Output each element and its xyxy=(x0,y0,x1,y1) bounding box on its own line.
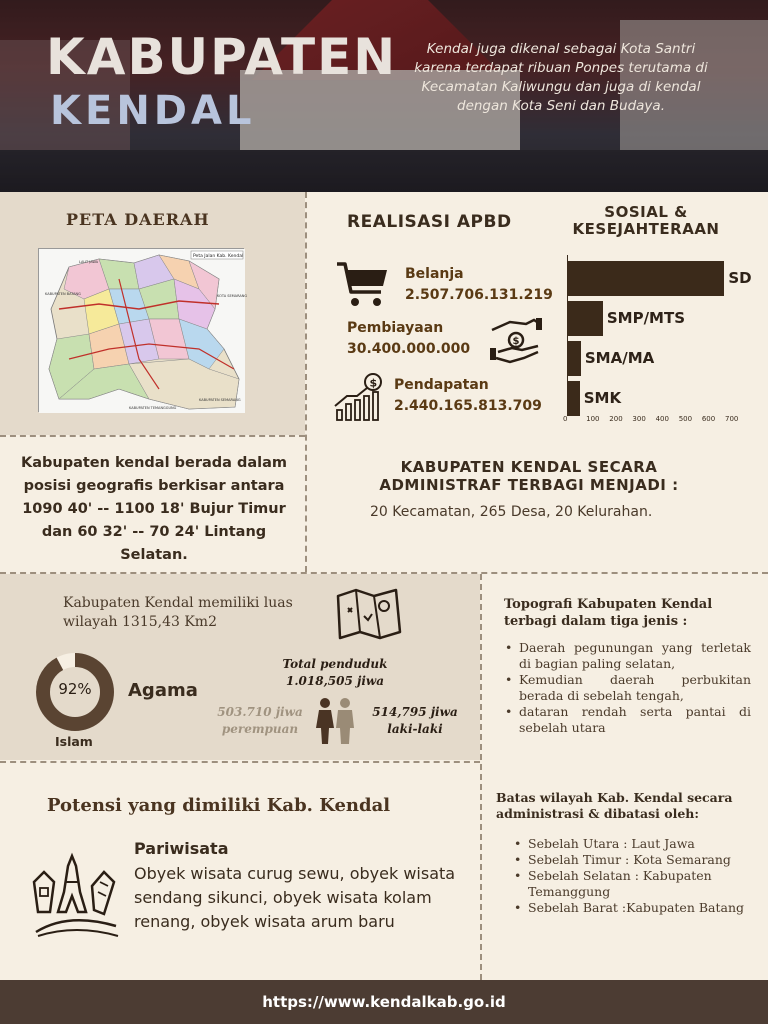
money-hand-icon xyxy=(488,314,544,366)
religion-name: Islam xyxy=(55,734,93,749)
list-item: • Sebelah Utara : Laut Jawa xyxy=(514,836,744,852)
apbd-value-belanja: 2.507.706.131.219 xyxy=(405,287,553,303)
list-item: • dataran rendah serta pantai di sebelah utara xyxy=(505,704,751,736)
svg-text:$: $ xyxy=(369,376,378,390)
apbd-label-pendapatan: Pendapatan xyxy=(394,377,489,393)
list-item: • Daerah pegunungan yang terletak di bagian paling selatan, xyxy=(505,640,751,672)
chart-bar-label-1: SMP/MTS xyxy=(606,309,686,327)
map-label: KABUPATEN BATANG xyxy=(45,292,81,296)
map-caption: Peta Jalan Kab. Kendal xyxy=(193,254,244,259)
chart-tick-label: 500 xyxy=(678,415,693,423)
population-total-value: 1.018,505 jiwa xyxy=(286,674,384,688)
chart-tick-label: 600 xyxy=(701,415,716,423)
shopping-cart-icon xyxy=(335,260,391,310)
area-text: Kabupaten Kendal memiliki luas wilayah 1315,43 Km2 xyxy=(63,595,293,630)
potensi-text: Obyek wisata curug sewu, obyek wisata sendang sikunci, obyek wisata kolam renang, obyek wisata arum baru xyxy=(134,864,456,931)
chart-tick-label: 100 xyxy=(586,415,600,423)
apbd-label-pembiayaan: Pembiayaan xyxy=(347,320,444,336)
region-map xyxy=(38,248,248,412)
list-item: • Sebelah Selatan : Kabupaten Temanggung xyxy=(514,868,744,900)
list-item: • Sebelah Timur : Kota Semarang xyxy=(514,852,744,868)
page-title-line1: KABUPATEN xyxy=(46,28,398,86)
chart-title: SOSIAL & KESEJAHTERAAN xyxy=(572,203,720,238)
religion-label: Agama xyxy=(128,680,198,701)
landmarks-icon xyxy=(28,852,124,944)
chart-bar-label-0: SD xyxy=(728,269,752,287)
admin-title: KABUPATEN KENDAL SECARA ADMINISTRAF TERBAGI MENJADI : xyxy=(379,458,679,494)
apbd-value-pembiayaan: 30.400.000.000 xyxy=(347,341,471,357)
list-item: • Sebelah Barat :Kabupaten Batang xyxy=(514,900,744,916)
topography-list xyxy=(505,640,751,736)
chart-tick-label: 700 xyxy=(725,415,739,423)
population-female xyxy=(205,704,315,738)
religion-percent: 92% xyxy=(58,680,92,698)
map-label: KABUPATEN SEMARANG xyxy=(199,398,241,402)
apbd-label-belanja: Belanja xyxy=(405,266,464,282)
potensi-title: Potensi yang dimiliki Kab. Kendal xyxy=(47,795,391,816)
map-label: KOTA SEMARANG xyxy=(217,294,248,298)
header-intro: Kendal juga dikenal sebagai Kota Santri karena terdapat ribuan Ponpes terutama di Kecamatan Kaliwungu dan juga di kendal dengan Kota Seni dan Budaya. xyxy=(414,41,708,114)
population-male-label: laki-laki xyxy=(387,722,443,736)
chart-bar-1 xyxy=(567,301,603,336)
chart-tick-label: 300 xyxy=(632,415,646,423)
apbd-title: REALISASI APBD xyxy=(347,212,512,232)
population-male xyxy=(360,704,470,738)
map-label: LAUT JAWA xyxy=(79,260,99,264)
population-total xyxy=(270,656,400,690)
sosial-bar-chart xyxy=(560,255,760,430)
chart-bar-2 xyxy=(567,341,581,376)
topography-title: Topografi Kabupaten Kendal terbagi dalam tiga jenis : xyxy=(504,597,713,629)
people-icon xyxy=(312,696,360,746)
population-total-label: Total penduduk xyxy=(282,657,388,671)
map-label: KABUPATEN TEMANGGUNG xyxy=(129,406,177,410)
chart-tick-label: 200 xyxy=(609,415,623,423)
population-female-label: perempuan xyxy=(221,722,299,736)
geo-position-text: Kabupaten kendal berada dalam posisi geografis berkisar antara 1090 40' -- 1100 18' Bujur Timur dan 60 32' -- 70 24' Lintang Selatan. xyxy=(20,455,287,563)
potensi-subtitle: Pariwisata xyxy=(134,839,229,858)
population-male-value: 514,795 jiwa xyxy=(372,705,458,719)
map-icon xyxy=(334,586,404,642)
region-map-image xyxy=(39,249,248,413)
map-title: PETA DAERAH xyxy=(66,210,210,229)
chart-bar-label-2: SMA/MA xyxy=(584,349,655,367)
borders-title: Batas wilayah Kab. Kendal secara administrasi & dibatasi oleh: xyxy=(496,790,733,821)
footer-url[interactable]: https://www.kendalkab.go.id xyxy=(0,980,768,1024)
apbd-value-pendapatan: 2.440.165.813.709 xyxy=(394,398,542,414)
admin-detail: 20 Kecamatan, 265 Desa, 20 Kelurahan. xyxy=(370,504,653,520)
chart-bar-label-3: SMK xyxy=(583,389,622,407)
list-item: • Kemudian daerah perbukitan berada di sebelah tengah, xyxy=(505,672,751,704)
page-title-line2: KENDAL xyxy=(50,88,256,134)
population-female-value: 503.710 jiwa xyxy=(217,705,303,719)
income-chart-icon xyxy=(333,372,385,422)
svg-text:$: $ xyxy=(512,336,520,347)
chart-bar-0 xyxy=(567,261,724,296)
header-banner xyxy=(0,0,768,192)
borders-list xyxy=(514,836,744,916)
chart-tick-label: 0 xyxy=(563,415,568,423)
chart-bar-3 xyxy=(567,381,580,416)
chart-tick-label: 400 xyxy=(655,415,669,423)
